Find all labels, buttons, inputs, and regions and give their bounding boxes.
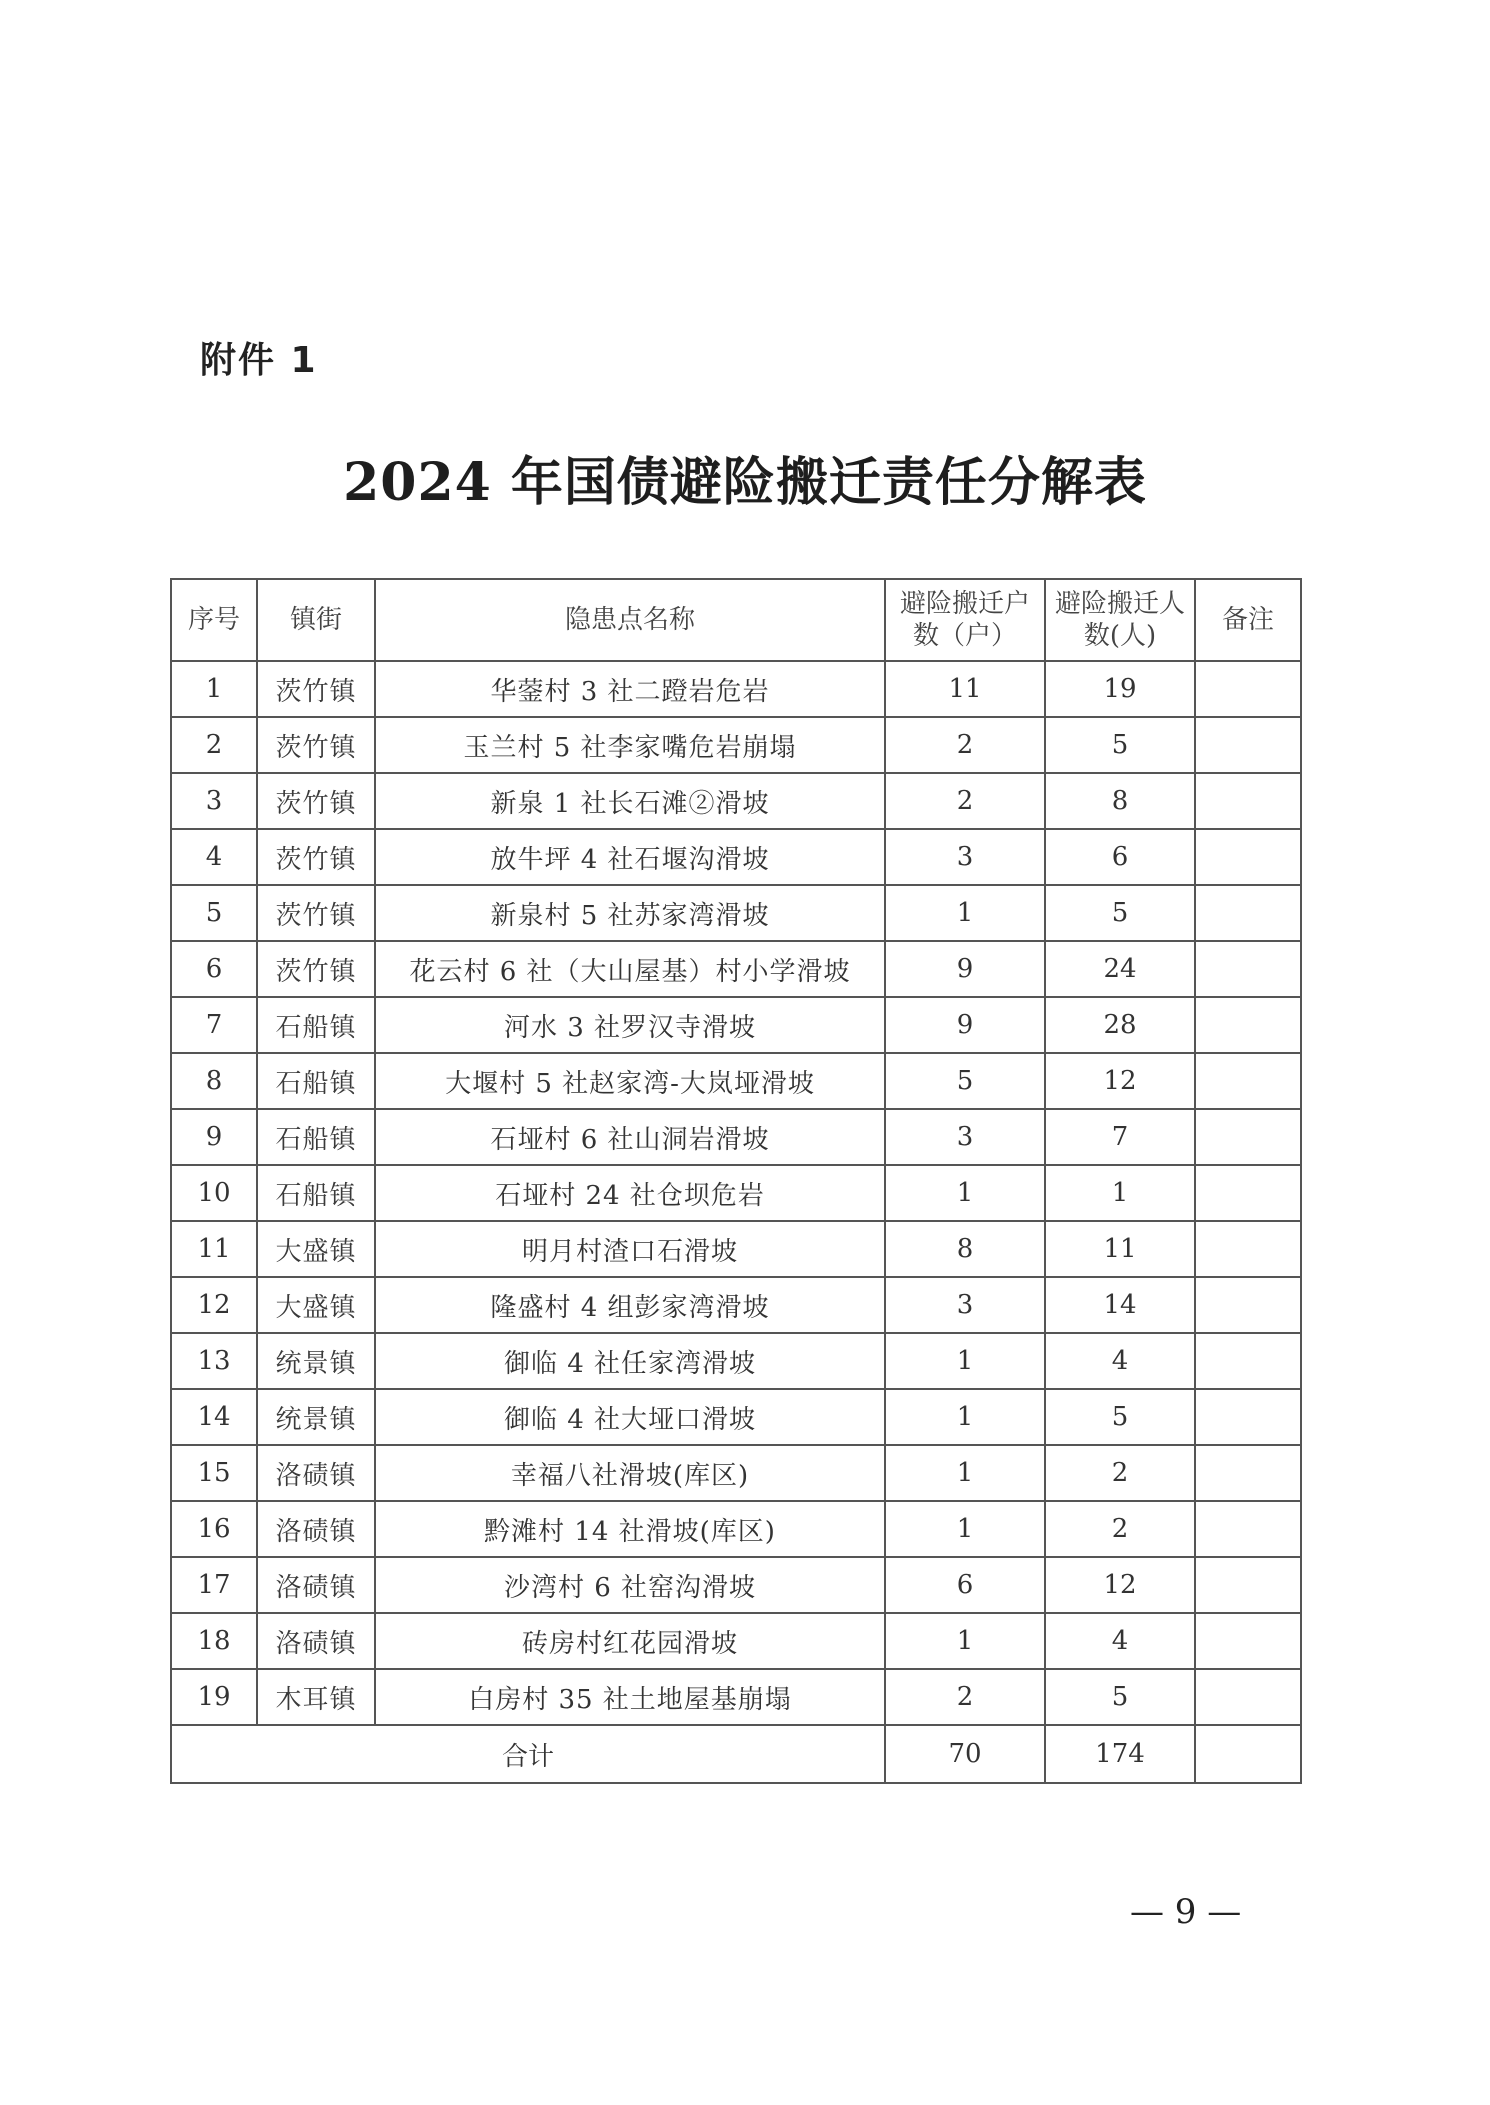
cell-town: 大盛镇 <box>257 1221 375 1277</box>
cell-town: 洛碛镇 <box>257 1445 375 1501</box>
cell-people: 2 <box>1045 1445 1195 1501</box>
cell-remarks <box>1195 1445 1301 1501</box>
cell-people: 4 <box>1045 1333 1195 1389</box>
cell-serial: 5 <box>171 885 257 941</box>
table-body <box>171 661 1301 1725</box>
cell-hazard-name: 砖房村红花园滑坡 <box>375 1613 885 1669</box>
cell-people: 11 <box>1045 1221 1195 1277</box>
table-row <box>171 829 1301 885</box>
cell-serial: 8 <box>171 1053 257 1109</box>
cell-hazard-name: 隆盛村 4 组彭家湾滑坡 <box>375 1277 885 1333</box>
cell-remarks <box>1195 1613 1301 1669</box>
cell-people: 5 <box>1045 885 1195 941</box>
page-number: — 9 — <box>1130 1892 1242 1932</box>
cell-town: 茨竹镇 <box>257 661 375 717</box>
table-row <box>171 773 1301 829</box>
cell-households: 1 <box>885 1389 1045 1445</box>
cell-serial: 12 <box>171 1277 257 1333</box>
cell-serial: 13 <box>171 1333 257 1389</box>
column-header-households: 避险搬迁户数（户） <box>885 579 1045 661</box>
cell-people: 5 <box>1045 717 1195 773</box>
cell-remarks <box>1195 1501 1301 1557</box>
cell-people: 12 <box>1045 1053 1195 1109</box>
cell-serial: 11 <box>171 1221 257 1277</box>
cell-households: 1 <box>885 1445 1045 1501</box>
attachment-label: 附件 1 <box>200 340 318 381</box>
cell-serial: 6 <box>171 941 257 997</box>
table-row <box>171 1109 1301 1165</box>
cell-households: 1 <box>885 1333 1045 1389</box>
cell-households: 3 <box>885 829 1045 885</box>
cell-town: 石船镇 <box>257 1109 375 1165</box>
table-row <box>171 1221 1301 1277</box>
cell-people: 8 <box>1045 773 1195 829</box>
cell-hazard-name: 黔滩村 14 社滑坡(库区) <box>375 1501 885 1557</box>
cell-households: 1 <box>885 1613 1045 1669</box>
cell-hazard-name: 御临 4 社任家湾滑坡 <box>375 1333 885 1389</box>
cell-serial: 4 <box>171 829 257 885</box>
cell-people: 12 <box>1045 1557 1195 1613</box>
cell-serial: 15 <box>171 1445 257 1501</box>
cell-households: 1 <box>885 885 1045 941</box>
table-row <box>171 1165 1301 1221</box>
cell-hazard-name: 河水 3 社罗汉寺滑坡 <box>375 997 885 1053</box>
cell-households: 1 <box>885 1165 1045 1221</box>
cell-town: 木耳镇 <box>257 1669 375 1725</box>
cell-remarks <box>1195 1557 1301 1613</box>
cell-hazard-name: 放牛坪 4 社石堰沟滑坡 <box>375 829 885 885</box>
cell-people: 7 <box>1045 1109 1195 1165</box>
total-label: 合计 <box>171 1725 885 1783</box>
cell-remarks <box>1195 661 1301 717</box>
cell-hazard-name: 石垭村 24 社仓坝危岩 <box>375 1165 885 1221</box>
cell-people: 1 <box>1045 1165 1195 1221</box>
cell-town: 洛碛镇 <box>257 1557 375 1613</box>
total-row <box>171 1725 1301 1783</box>
cell-households: 9 <box>885 997 1045 1053</box>
cell-serial: 14 <box>171 1389 257 1445</box>
cell-households: 2 <box>885 773 1045 829</box>
cell-households: 2 <box>885 717 1045 773</box>
cell-people: 4 <box>1045 1613 1195 1669</box>
cell-households: 2 <box>885 1669 1045 1725</box>
cell-hazard-name: 御临 4 社大垭口滑坡 <box>375 1389 885 1445</box>
cell-remarks <box>1195 717 1301 773</box>
total-remarks <box>1195 1725 1301 1783</box>
table-row <box>171 1277 1301 1333</box>
table-row <box>171 997 1301 1053</box>
cell-town: 石船镇 <box>257 997 375 1053</box>
cell-remarks <box>1195 997 1301 1053</box>
cell-remarks <box>1195 1333 1301 1389</box>
cell-people: 28 <box>1045 997 1195 1053</box>
total-households: 70 <box>885 1725 1045 1783</box>
cell-town: 大盛镇 <box>257 1277 375 1333</box>
column-header-serial: 序号 <box>171 579 257 661</box>
table-row <box>171 661 1301 717</box>
table-row <box>171 1557 1301 1613</box>
cell-remarks <box>1195 941 1301 997</box>
cell-remarks <box>1195 829 1301 885</box>
cell-people: 19 <box>1045 661 1195 717</box>
cell-town: 茨竹镇 <box>257 717 375 773</box>
cell-serial: 3 <box>171 773 257 829</box>
cell-people: 14 <box>1045 1277 1195 1333</box>
cell-households: 5 <box>885 1053 1045 1109</box>
table-row <box>171 941 1301 997</box>
cell-hazard-name: 幸福八社滑坡(库区) <box>375 1445 885 1501</box>
cell-town: 统景镇 <box>257 1333 375 1389</box>
cell-hazard-name: 白房村 35 社土地屋基崩塌 <box>375 1669 885 1725</box>
cell-serial: 7 <box>171 997 257 1053</box>
table-row <box>171 1613 1301 1669</box>
cell-households: 6 <box>885 1557 1045 1613</box>
cell-remarks <box>1195 1669 1301 1725</box>
table-row <box>171 1445 1301 1501</box>
cell-town: 石船镇 <box>257 1053 375 1109</box>
cell-hazard-name: 新泉村 5 社苏家湾滑坡 <box>375 885 885 941</box>
cell-households: 11 <box>885 661 1045 717</box>
cell-people: 2 <box>1045 1501 1195 1557</box>
cell-remarks <box>1195 1109 1301 1165</box>
cell-remarks <box>1195 1277 1301 1333</box>
cell-households: 3 <box>885 1109 1045 1165</box>
table-row <box>171 1389 1301 1445</box>
cell-hazard-name: 华蓥村 3 社二蹬岩危岩 <box>375 661 885 717</box>
cell-serial: 9 <box>171 1109 257 1165</box>
cell-remarks <box>1195 773 1301 829</box>
column-header-town: 镇街 <box>257 579 375 661</box>
table-row <box>171 885 1301 941</box>
cell-households: 1 <box>885 1501 1045 1557</box>
cell-town: 洛碛镇 <box>257 1613 375 1669</box>
cell-people: 5 <box>1045 1669 1195 1725</box>
document-title: 2024 年国债避险搬迁责任分解表 <box>343 452 1147 513</box>
column-header-people: 避险搬迁人数(人) <box>1045 579 1195 661</box>
cell-serial: 19 <box>171 1669 257 1725</box>
cell-town: 茨竹镇 <box>257 829 375 885</box>
cell-remarks <box>1195 1053 1301 1109</box>
cell-town: 统景镇 <box>257 1389 375 1445</box>
cell-hazard-name: 玉兰村 5 社李家嘴危岩崩塌 <box>375 717 885 773</box>
cell-households: 9 <box>885 941 1045 997</box>
total-people: 174 <box>1045 1725 1195 1783</box>
cell-serial: 17 <box>171 1557 257 1613</box>
column-header-remarks: 备注 <box>1195 579 1301 661</box>
cell-hazard-name: 新泉 1 社长石滩②滑坡 <box>375 773 885 829</box>
cell-remarks <box>1195 1221 1301 1277</box>
cell-people: 24 <box>1045 941 1195 997</box>
cell-serial: 2 <box>171 717 257 773</box>
cell-hazard-name: 花云村 6 社（大山屋基）村小学滑坡 <box>375 941 885 997</box>
column-header-hazard-name: 隐患点名称 <box>375 579 885 661</box>
cell-serial: 10 <box>171 1165 257 1221</box>
table-row <box>171 1053 1301 1109</box>
cell-serial: 18 <box>171 1613 257 1669</box>
cell-remarks <box>1195 1165 1301 1221</box>
cell-town: 石船镇 <box>257 1165 375 1221</box>
cell-serial: 16 <box>171 1501 257 1557</box>
cell-hazard-name: 明月村渣口石滑坡 <box>375 1221 885 1277</box>
table-row <box>171 1501 1301 1557</box>
cell-households: 3 <box>885 1277 1045 1333</box>
cell-town: 茨竹镇 <box>257 885 375 941</box>
table-row <box>171 1333 1301 1389</box>
cell-people: 5 <box>1045 1389 1195 1445</box>
cell-town: 茨竹镇 <box>257 773 375 829</box>
cell-serial: 1 <box>171 661 257 717</box>
cell-town: 茨竹镇 <box>257 941 375 997</box>
cell-remarks <box>1195 885 1301 941</box>
cell-households: 8 <box>885 1221 1045 1277</box>
cell-hazard-name: 大堰村 5 社赵家湾-大岚垭滑坡 <box>375 1053 885 1109</box>
table-row <box>171 717 1301 773</box>
cell-people: 6 <box>1045 829 1195 885</box>
cell-remarks <box>1195 1389 1301 1445</box>
table-header-row <box>171 579 1301 661</box>
cell-town: 洛碛镇 <box>257 1501 375 1557</box>
cell-hazard-name: 石垭村 6 社山洞岩滑坡 <box>375 1109 885 1165</box>
cell-hazard-name: 沙湾村 6 社窑沟滑坡 <box>375 1557 885 1613</box>
allocation-table <box>170 578 1302 1784</box>
table-row <box>171 1669 1301 1725</box>
